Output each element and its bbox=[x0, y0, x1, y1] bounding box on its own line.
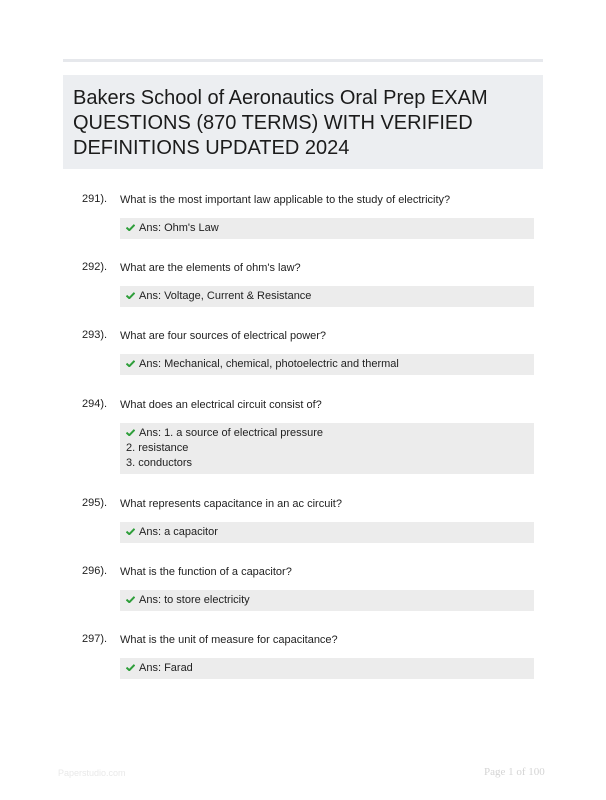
question-number: 295). bbox=[82, 497, 108, 509]
question-number: 297). bbox=[82, 633, 108, 645]
answer-line: Ans: 1. a source of electrical pressure bbox=[139, 427, 324, 439]
check-icon bbox=[126, 429, 135, 436]
top-divider bbox=[63, 59, 543, 62]
answer-line: Ans: Voltage, Current & Resistance bbox=[139, 290, 312, 302]
check-icon bbox=[126, 224, 135, 231]
footer-watermark: Paperstudio.com bbox=[58, 768, 126, 778]
check-icon bbox=[126, 528, 135, 535]
question-number: 296). bbox=[82, 565, 108, 577]
question-number: 294). bbox=[82, 398, 108, 410]
check-icon bbox=[126, 596, 135, 603]
question-text: What represents capacitance in an ac circuit? bbox=[120, 498, 342, 510]
title-box bbox=[63, 75, 543, 169]
question-number: 293). bbox=[82, 329, 108, 341]
question-text: What is the function of a capacitor? bbox=[120, 566, 292, 578]
check-icon bbox=[126, 360, 135, 367]
page-number: Page 1 of 100 bbox=[484, 766, 545, 778]
check-icon bbox=[126, 664, 135, 671]
answer-box bbox=[120, 218, 534, 239]
answer-line: Ans: Ohm's Law bbox=[139, 222, 219, 234]
check-icon bbox=[126, 292, 135, 299]
question-text: What does an electrical circuit consist of? bbox=[120, 399, 322, 411]
answer-box bbox=[120, 286, 534, 307]
question-text: What is the unit of measure for capacitance? bbox=[120, 634, 338, 646]
answer-line: Ans: Farad bbox=[139, 662, 193, 674]
question-text: What is the most important law applicable to the study of electricity? bbox=[120, 194, 451, 206]
question-number: 292). bbox=[82, 261, 108, 273]
answer-box bbox=[120, 522, 534, 543]
question-text: What are the elements of ohm's law? bbox=[120, 262, 301, 274]
answer-box bbox=[120, 423, 534, 474]
answer-line: Ans: a capacitor bbox=[139, 526, 218, 538]
answer-line: Ans: to store electricity bbox=[139, 594, 250, 606]
question-number: 291). bbox=[82, 193, 108, 205]
question-text: What are four sources of electrical power? bbox=[120, 330, 327, 342]
answer-line: Ans: Mechanical, chemical, photoelectric and thermal bbox=[139, 358, 399, 370]
answer-line: 2. resistance bbox=[126, 442, 189, 454]
document-title: Bakers School of Aeronautics Oral Prep EXAM QUESTIONS (870 TERMS) WITH VERIFIED DEFINITIONS UPDATED 2024 bbox=[73, 87, 488, 159]
answer-line: 3. conductors bbox=[126, 457, 193, 469]
answer-box bbox=[120, 590, 534, 611]
answer-box bbox=[120, 354, 534, 375]
answer-box bbox=[120, 658, 534, 679]
